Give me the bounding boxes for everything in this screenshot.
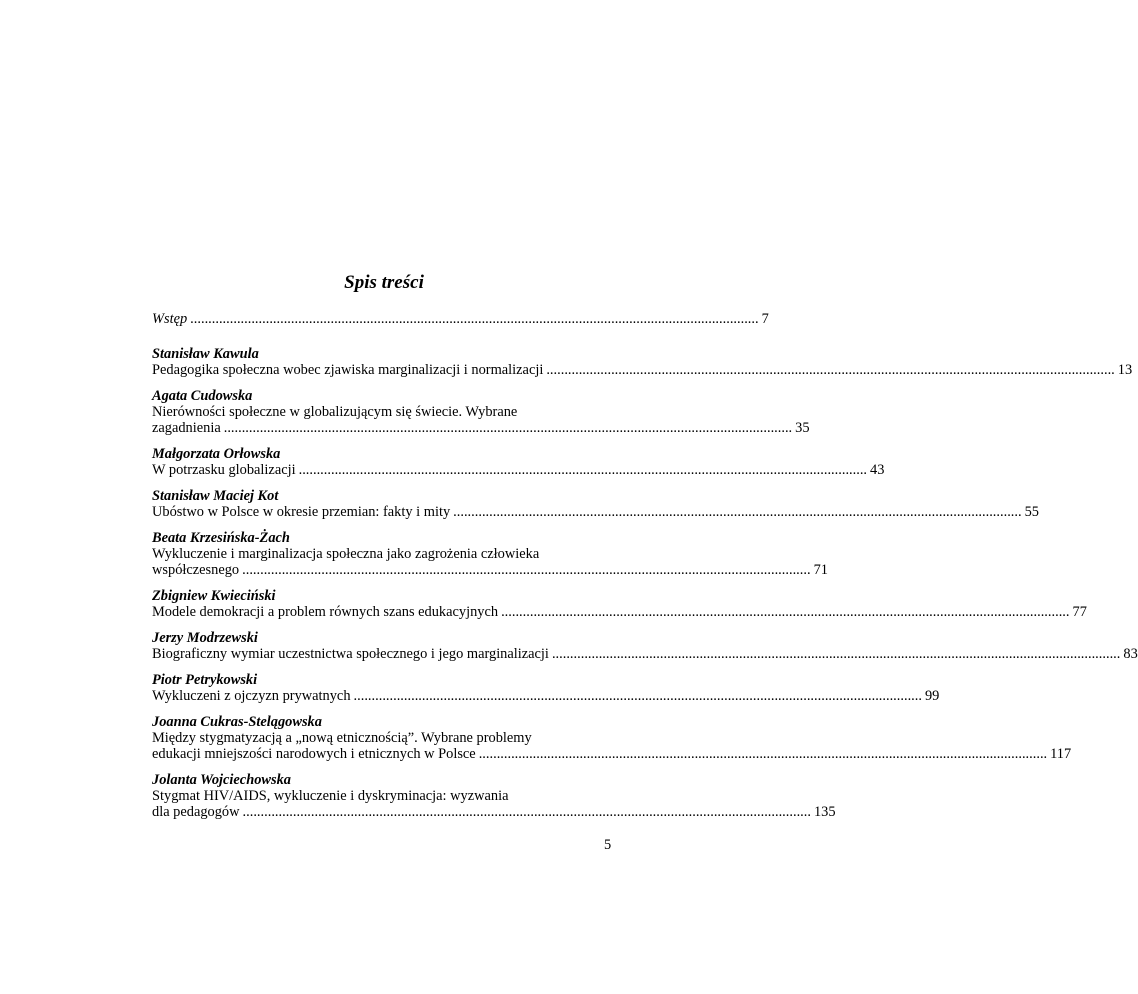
entry-title-last-line (152, 688, 940, 704)
entry-title-last-line (152, 804, 836, 820)
entry-title-line: Nierówności społeczne w globalizującym się świecie. Wybrane (152, 404, 518, 420)
entry-title-last-line (152, 462, 885, 478)
entry-page: 55 (1024, 504, 1039, 520)
dot-leader (299, 462, 867, 478)
page-number: 5 (604, 837, 612, 853)
entry-title-line: Stygmat HIV/AIDS, wykluczenie i dyskryminacja: wyzwania (152, 788, 509, 804)
dot-leader (224, 420, 792, 436)
entry-author: Jerzy Modrzewski (152, 630, 258, 646)
dot-leader (243, 804, 811, 820)
toc-entry[interactable] (152, 446, 885, 478)
entry-title-line: Wykluczenie i marginalizacja społeczna jako zagrożenia człowieka (152, 546, 540, 562)
dot-leader: .............................................................................................................................................................. (190, 311, 759, 327)
entry-page: 99 (924, 688, 940, 704)
entry-author: Jolanta Wojciechowska (152, 772, 291, 788)
entry-page: 43 (870, 462, 885, 478)
entry-title-last-line (152, 646, 1138, 662)
entry-title-text: Modele demokracji a problem równych szans edukacyjnych (152, 604, 499, 620)
entry-page: 83 (1123, 646, 1138, 662)
entry-title-text: dla pedagogów (152, 804, 240, 820)
toc-entry[interactable] (152, 772, 836, 820)
toc-entry[interactable] (152, 714, 1072, 762)
entry-author: Stanisław Maciej Kot (152, 488, 279, 504)
toc-entry[interactable] (152, 488, 1039, 520)
entry-title-text: Ubóstwo w Polsce w okresie przemian: fakty i mity (152, 504, 451, 520)
toc-entry[interactable] (152, 630, 1138, 662)
entry-title-last-line (152, 362, 1133, 378)
entry-author: Joanna Cukras-Stelągowska (152, 714, 322, 730)
intro-page: 7 (761, 311, 769, 327)
entry-author: Agata Cudowska (152, 388, 253, 404)
entry-page: 135 (813, 804, 836, 820)
entry-title-text: współczesnego (152, 562, 240, 578)
entry-title-text: Wykluczeni z ojczyzn prywatnych (152, 688, 351, 704)
entry-page: 71 (813, 562, 828, 578)
entry-author: Piotr Petrykowski (152, 672, 258, 688)
toc-entry[interactable] (152, 672, 940, 704)
entry-title-text: W potrzasku globalizacji (152, 462, 296, 478)
entry-page: 13 (1117, 362, 1133, 378)
entry-title-text: Biograficzny wymiar uczestnictwa społecznego i jego marginalizacji (152, 646, 549, 662)
entry-title-last-line (152, 420, 810, 436)
entry-title-last-line (152, 604, 1087, 620)
dot-leader (552, 646, 1120, 662)
entry-title-last-line (152, 746, 1072, 762)
entry-title-text: edukacji mniejszości narodowych i etnicznych w Polsce (152, 746, 476, 762)
entry-page: 117 (1050, 746, 1072, 762)
dot-leader (501, 604, 1069, 620)
entry-title-last-line (152, 504, 1039, 520)
toc-entry[interactable] (152, 530, 828, 578)
dot-leader (546, 362, 1114, 378)
entry-author: Zbigniew Kwieciński (152, 588, 276, 604)
toc-entry-intro[interactable] (152, 311, 769, 327)
entry-title-text: zagadnienia (152, 420, 221, 436)
entry-author: Beata Krzesińska-Żach (152, 530, 290, 546)
entry-author: Stanisław Kawula (152, 346, 259, 362)
intro-label: Wstęp (152, 311, 188, 327)
page-title: Spis treści (344, 272, 424, 293)
entry-page: 35 (795, 420, 810, 436)
entry-page: 77 (1072, 604, 1087, 620)
entry-title-last-line (152, 562, 828, 578)
dot-leader (453, 504, 1021, 520)
toc-entry[interactable] (152, 588, 1087, 620)
dot-leader (242, 562, 810, 578)
entry-title-line: Między stygmatyzacją a „nową etnicznością”. Wybrane problemy (152, 730, 532, 746)
toc-entry[interactable] (152, 346, 1133, 378)
dot-leader (479, 746, 1047, 762)
table-of-contents (152, 311, 1138, 830)
entry-author: Małgorzata Orłowska (152, 446, 281, 462)
toc-entry[interactable] (152, 388, 810, 436)
dot-leader (354, 688, 922, 704)
entry-title-text: Pedagogika społeczna wobec zjawiska marginalizacji i normalizacji (152, 362, 544, 378)
